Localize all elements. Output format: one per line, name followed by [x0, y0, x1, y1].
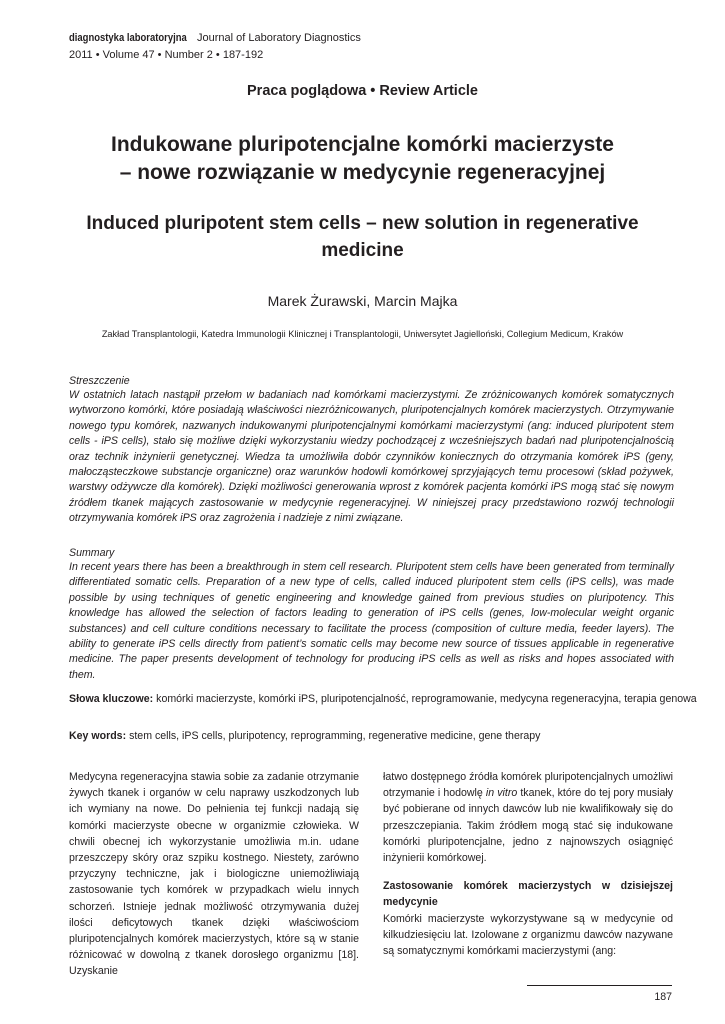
journal-header: [69, 30, 361, 64]
body-right-p1-a: łatwo dostępnego źródła komórek pluripotencjalnych umożliwi otrzymanie i hodowlę: [383, 771, 673, 800]
title-english-line-2: medicine: [321, 240, 404, 261]
abstract-english-heading: Summary: [69, 547, 115, 559]
body-right-paragraph-1: [383, 769, 673, 866]
issue-info: 2011 • Volume 47 • Number 2 • 187-192: [69, 49, 264, 61]
journal-title-line: [69, 30, 361, 47]
body-right-p1-italic: in vitro: [485, 787, 518, 800]
affiliation: Zakład Transplantologii, Katedra Immunologii Klinicznej i Transplantologii, Uniwersytet Jagielloński, Collegium Medicum, Kraków: [101, 329, 624, 339]
journal-name: diagnostyka laboratoryjna: [69, 32, 187, 44]
body-right-column: [383, 769, 673, 959]
title-english-line-1: Induced pluripotent stem cells – new solution in regenerative: [86, 213, 639, 234]
keywords-english-text: stem cells, iPS cells, pluripotency, reprogramming, regenerative medicine, gene therapy: [129, 730, 541, 742]
title-polish: [40, 131, 685, 187]
section-heading: Zastosowanie komórek macierzystych w dzisiejszej medycynie: [383, 880, 673, 909]
journal-subtitle: Journal of Laboratory Diagnostics: [197, 32, 361, 44]
keywords-english: [69, 729, 674, 744]
body-left-column: Medycyna regeneracyjna stawia sobie za zadanie otrzymanie żywych tkanek i organów w celu naprawy uszkodzonych lub ich wymiany na nowe. Do pełnienia tej funkcji nadają się komórki macierzyste obecne w organizmie człowieka. W chwili obecnej ich wykorzystanie umożliwia m.in. udane przeszczepy skóry oraz szpiku kostnego. Niestety, zarówno przyczyny techniczne, jak i biologiczne uniemożliwiają zastosowanie tych komórek w przypadkach wielu innych schorzeń. Istnieje jednak możliwość otrzymywania dużej ilości deficytowych tkanek dzięki właściwościom pluripotencjalnych komórek macierzystych, które są w stanie różnicować w dowolną z tkanek dorosłego organizmu [18]. Uzyskanie: [69, 771, 359, 978]
keywords-english-label: Key words:: [69, 730, 127, 742]
abstract-english-text: In recent years there has been a breakthrough in stem cell research. Pluripotent stem cells have been generated from terminally differentiated somatic cells. Preparation of a new type of cells, called induced pluripotent stem cells (iPS cells), was made possible by using techniques of genetic engineering and knowledge gained from previous studies on pluripotency. This knowledge has allowed the selection of factors leading to generation of iPS cells (genes, low-molecular weight organic substances) and cell culture conditions necessary to facilitate the process (composition of culture media, feeder layers). The ability to generate iPS cells directly from patient’s somatic cells may become new source of tissues applicable in regenerative medicine. The paper presents development of technology for producing iPS cells as well as risks and hopes associated with them.: [69, 561, 674, 681]
authors: Marek Żurawski, Marcin Majka: [267, 293, 458, 309]
page-number: 187: [654, 991, 672, 1003]
title-polish-line-1: Indukowane pluripotencjalne komórki macierzyste: [111, 133, 614, 156]
body-right-p1-b: tkanek, które do tej pory musiały być pobierane od innych dawców lub nie kwalifikowały się do przeszczepiania. Takim źródłem mogą stać się indukowane komórki pluripotencjalne, jedno z najnowszych osiągnięć inżynierii komórkowej.: [383, 787, 674, 865]
abstract-polish-heading: Streszczenie: [69, 375, 130, 387]
title-english: [40, 210, 685, 264]
body-right-paragraph-2: Komórki macierzyste wykorzystywane są w medycynie od kilkudziesięciu lat. Izolowane z organizmu dawców nazywane są somatycznymi komórkami macierzystymi (ang:: [383, 912, 673, 958]
title-polish-line-2: – nowe rozwiązanie w medycynie regeneracyjnej: [119, 161, 606, 184]
keywords-polish: [69, 692, 725, 707]
keywords-polish-text: komórki macierzyste, komórki iPS, pluripotencjalność, reprogramowanie, medycyna regeneracyjna, terapia genowa: [156, 693, 697, 705]
article-type: Praca poglądowa • Review Article: [247, 83, 478, 99]
keywords-polish-label: Słowa kluczowe:: [69, 693, 154, 705]
abstract-polish-text: W ostatnich latach nastąpił przełom w badaniach nad komórkami macierzystymi. Ze zróżnicowanych komórek somatycznych wytworzono komórki, które posiadają właściwości niezróżnicowanych, pluripotencjalnych komórek macierzystych. Otrzymywanie nowego typu komórek, nazwanych indukowanymi pluripotencjalnymi komórkami macierzystymi (ang: induced pluripotent stem cells - iPS cells), stało się możliwe dzięki wykorzystaniu wiedzy pochodzącej z wcześniejszych badań nad pluripotencjalnością oraz technik inżynierii genetycznej. Wiedza ta umożliwiła dobór czynników koniecznych do otrzymania komórek iPS (geny, małocząsteczkowe substancje organiczne) oraz warunków hodowli komórkowej sprzyjających temu procesowi (skład pożywek, warstwy odżywcze dla komórek). Dzięki możliwości generowania wprost z komórek pacjenta komórki iPS mogą stać się nowym źródłem tkanek mających zastosowanie w medycynie regeneracyjnej. W niniejszej pracy przedstawiono rozwój technologii otrzymywania komórek iPS oraz zagrożenia i nadzieje z nimi związane.: [69, 389, 674, 525]
footer-divider: [527, 985, 672, 986]
